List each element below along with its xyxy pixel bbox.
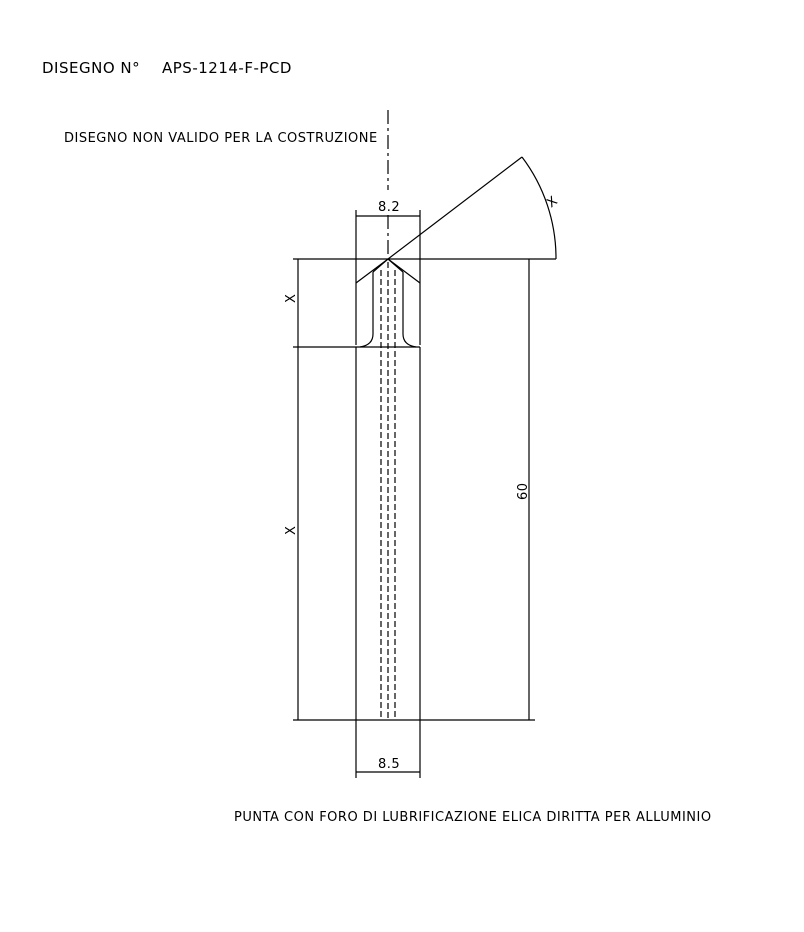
shank-diameter-value: 8.5: [378, 757, 401, 772]
drawing-number: APS-1214-F-PCD: [162, 59, 292, 77]
body-length-dimension: [284, 347, 299, 720]
tip-diameter-value: 8.2: [378, 200, 401, 215]
shank-diameter-dimension: [356, 757, 420, 772]
point-angle-dimension: [388, 157, 561, 259]
point-angle-value: X: [544, 193, 561, 212]
point-length-value: X: [284, 293, 299, 303]
drill-shank: [293, 347, 535, 778]
overall-length-dimension: [516, 259, 531, 720]
lubrication-channels: [381, 262, 395, 720]
point-length-dimension: [284, 259, 299, 347]
disclaimer-text: DISEGNO NON VALIDO PER LA COSTRUZIONE: [64, 131, 378, 146]
drawing-description: PUNTA CON FORO DI LUBRIFICAZIONE ELICA DIRITTA PER ALLUMINIO: [234, 810, 712, 825]
body-length-value: X: [284, 525, 299, 535]
drawing-number-label: DISEGNO N°: [42, 59, 141, 77]
overall-length-value: 60: [516, 482, 531, 500]
